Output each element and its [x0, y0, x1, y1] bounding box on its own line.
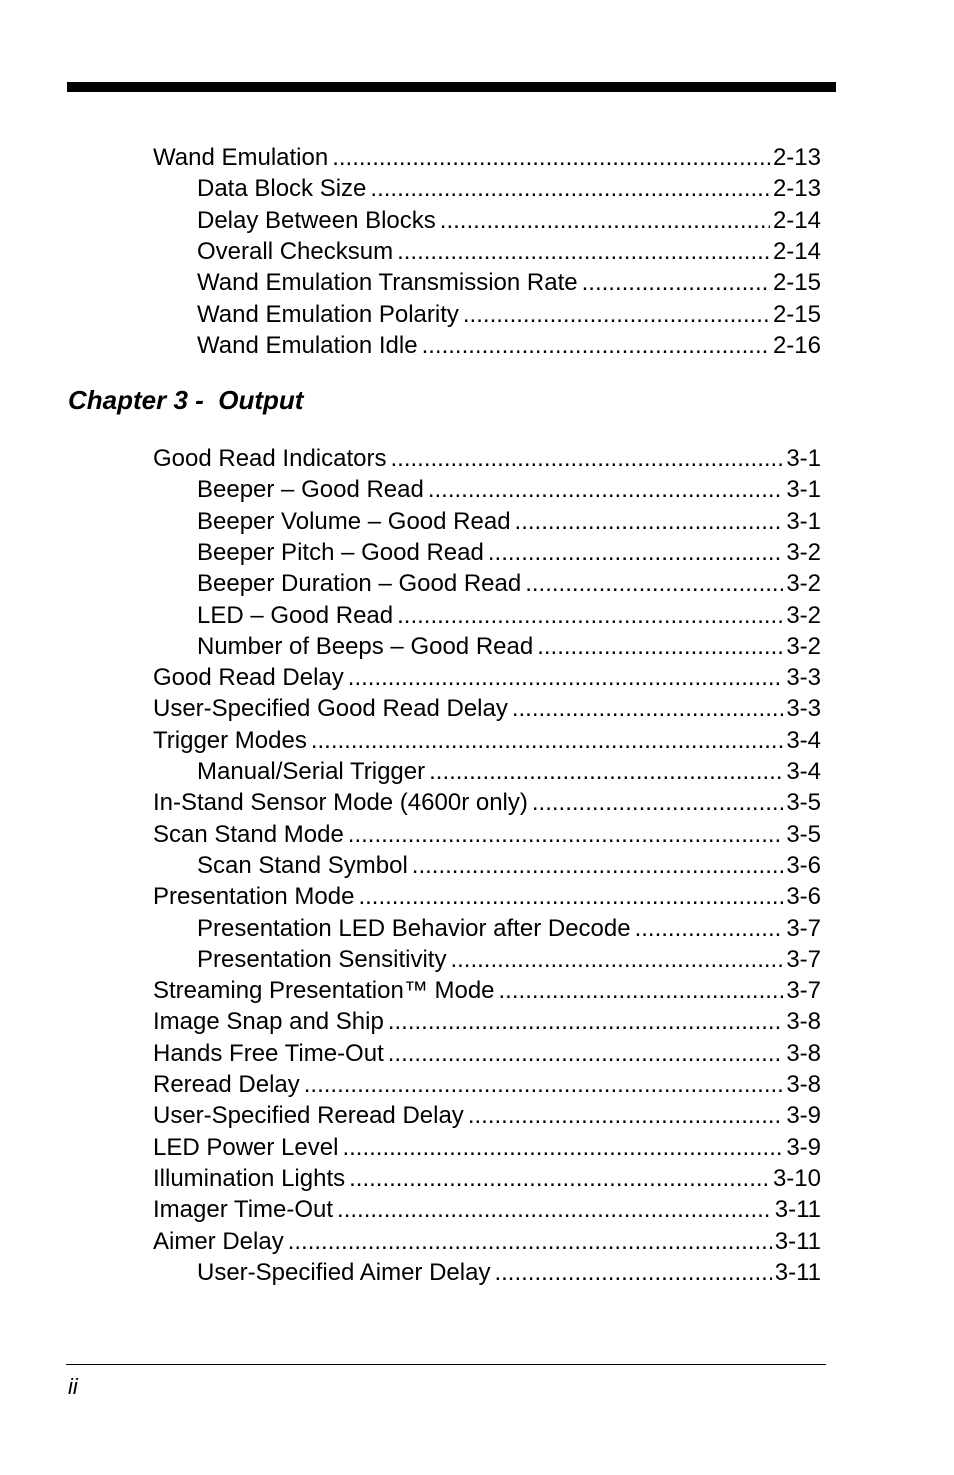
toc-entry-title: User-Specified Reread Delay: [153, 1102, 464, 1130]
dot-leader: [370, 173, 770, 204]
toc-entry-page: 3-9: [786, 1133, 821, 1161]
toc-entry-title: Scan Stand Symbol: [197, 851, 408, 879]
toc-entry-title: Reread Delay: [153, 1071, 300, 1098]
toc-entry-page: 3-3: [786, 695, 821, 723]
dot-leader: [499, 975, 784, 1006]
toc-entry[interactable]: [197, 236, 821, 267]
dot-leader: [537, 631, 783, 662]
toc-entry-title: Scan Stand Mode: [153, 820, 344, 848]
toc-entry-page: 3-9: [786, 1102, 821, 1130]
toc-entry-page: 3-1: [786, 507, 821, 535]
toc-entry-title: Hands Free Time-Out: [153, 1039, 384, 1067]
footer-rule: [66, 1364, 826, 1365]
dot-leader: [332, 142, 770, 173]
toc-entry[interactable]: [197, 299, 821, 330]
toc-entry-title: Number of Beeps – Good Read: [197, 632, 534, 660]
toc-entry-title: Manual/Serial Trigger: [197, 758, 426, 785]
toc-entry[interactable]: [153, 1038, 821, 1069]
toc-entry-page: 2-15: [772, 300, 821, 328]
dot-leader: [428, 474, 783, 505]
dot-leader: [390, 443, 783, 474]
toc-entry-title: Wand Emulation: [153, 144, 329, 171]
toc-entry-title: Beeper Duration – Good Read: [197, 570, 522, 598]
dot-leader: [468, 1100, 784, 1131]
toc-entry-page: 3-11: [774, 1258, 821, 1286]
toc-entry[interactable]: [197, 205, 821, 236]
toc-entry-title: Wand Emulation Polarity: [197, 300, 459, 328]
toc-entry-title: Beeper Pitch – Good Read: [197, 538, 484, 566]
toc-entry[interactable]: [153, 142, 821, 173]
dot-leader: [440, 205, 770, 236]
dot-leader: [388, 1038, 784, 1069]
dot-leader: [337, 1194, 772, 1225]
dot-leader: [311, 725, 783, 756]
dot-leader: [397, 236, 770, 267]
toc-entry-title: Trigger Modes: [153, 726, 307, 754]
toc-entry[interactable]: [153, 819, 821, 850]
toc-entry[interactable]: [153, 1163, 821, 1194]
toc-entry-title: In-Stand Sensor Mode (4600r only): [153, 789, 528, 817]
toc-entry[interactable]: [153, 693, 821, 724]
toc-entry-title: Imager Time-Out: [153, 1196, 334, 1224]
toc-entry-title: Illumination Lights: [153, 1164, 346, 1192]
dot-leader: [488, 537, 783, 568]
dot-leader: [494, 1257, 771, 1288]
toc-entry-title: Streaming Presentation™ Mode: [153, 977, 495, 1005]
toc-entry-page: 2-14: [772, 206, 821, 234]
toc-entry-title: Good Read Delay: [153, 664, 344, 692]
toc-entry-page: 3-5: [786, 820, 821, 848]
toc-entry-page: 2-15: [772, 269, 821, 297]
toc-entry[interactable]: [153, 975, 821, 1006]
toc-entry[interactable]: [153, 443, 821, 474]
toc-entry-page: 3-1: [786, 476, 821, 504]
toc-entry-title: LED – Good Read: [197, 601, 394, 629]
toc-entry-title: Wand Emulation Idle: [197, 331, 418, 359]
toc-entry-title: Presentation LED Behavior after Decode: [197, 914, 631, 942]
dot-leader: [388, 1006, 783, 1037]
dot-leader: [635, 913, 784, 944]
toc-entry-page: 3-8: [786, 1071, 821, 1098]
dot-leader: [532, 787, 783, 818]
toc-entry-page: 3-7: [786, 945, 821, 973]
toc-entry-title: Data Block Size: [197, 175, 367, 203]
dot-leader: [429, 756, 783, 787]
dot-leader: [349, 1163, 770, 1194]
toc-entry-title: Image Snap and Ship: [153, 1008, 384, 1036]
toc-entry-page: 3-6: [786, 851, 821, 879]
toc-entry[interactable]: [197, 600, 821, 631]
toc-entry-page: 3-4: [786, 758, 821, 785]
toc-entry[interactable]: [153, 1132, 821, 1163]
toc-entry[interactable]: [197, 1257, 821, 1288]
toc-entry-title: Beeper – Good Read: [197, 476, 424, 504]
toc-entry-page: 2-13: [772, 144, 821, 171]
toc-entry-title: LED Power Level: [153, 1133, 339, 1161]
toc-entry[interactable]: [197, 173, 821, 204]
dot-leader: [525, 568, 783, 599]
toc-entry[interactable]: [153, 881, 821, 912]
toc-entry[interactable]: [197, 944, 821, 975]
dot-leader: [515, 506, 784, 537]
toc-entry-page: 3-3: [786, 664, 821, 692]
toc-entry-page: 3-11: [774, 1227, 821, 1255]
dot-leader: [348, 819, 784, 850]
toc-entry[interactable]: [197, 537, 821, 568]
toc-entry-page: 3-11: [774, 1196, 821, 1224]
toc-entry-title: User-Specified Good Read Delay: [153, 695, 508, 723]
dot-leader: [358, 881, 783, 912]
dot-leader: [463, 299, 770, 330]
toc-entry-title: Overall Checksum: [197, 237, 394, 265]
toc-entry-page: 3-4: [786, 726, 821, 754]
toc-entry[interactable]: [153, 725, 821, 756]
toc-entry-page: 3-2: [786, 632, 821, 660]
toc-entry[interactable]: [153, 1069, 821, 1100]
toc-entry-page: 3-2: [786, 601, 821, 629]
toc-entry-page: 3-1: [786, 445, 821, 472]
toc-entry-page: 3-5: [786, 789, 821, 817]
toc-entry-title: Good Read Indicators: [153, 445, 387, 472]
toc-entry-title: Delay Between Blocks: [197, 206, 436, 234]
toc-entry[interactable]: [153, 662, 821, 693]
toc-entry[interactable]: [153, 1194, 821, 1225]
header-rule: [67, 82, 836, 92]
toc-entry[interactable]: [197, 330, 821, 361]
toc-entry[interactable]: [153, 1100, 821, 1131]
toc-entry-page: 3-8: [786, 1039, 821, 1067]
toc-entry[interactable]: [197, 506, 821, 537]
dot-leader: [450, 944, 783, 975]
toc-entry-page: 3-2: [786, 538, 821, 566]
toc-entry[interactable]: [197, 568, 821, 599]
toc-entry-page: 3-6: [786, 883, 821, 911]
dot-leader: [288, 1226, 772, 1257]
toc-entry[interactable]: [197, 267, 821, 298]
page-number: ii: [68, 1374, 78, 1399]
toc-entry-title: Presentation Sensitivity: [197, 945, 447, 973]
toc-entry-page: 2-16: [772, 331, 821, 359]
toc-entry-page: 3-8: [786, 1008, 821, 1036]
dot-leader: [304, 1069, 784, 1100]
toc-entry[interactable]: [153, 1006, 821, 1037]
dot-leader: [397, 600, 783, 631]
toc-entry-title: Beeper Volume – Good Read: [197, 507, 511, 535]
toc-entry-title: Presentation Mode: [153, 883, 355, 911]
toc-entry-page: 2-14: [772, 237, 821, 265]
toc-entry[interactable]: [197, 913, 821, 944]
dot-leader: [422, 330, 770, 361]
toc-entry[interactable]: [153, 787, 821, 818]
dot-leader: [582, 267, 770, 298]
dot-leader: [512, 693, 783, 724]
toc-entry-page: 3-10: [772, 1164, 821, 1192]
toc-entry-title: User-Specified Aimer Delay: [197, 1258, 491, 1286]
toc-entry-title: Wand Emulation Transmission Rate: [197, 269, 578, 297]
toc-entry-page: 3-7: [786, 914, 821, 942]
toc-entry-page: 2-13: [772, 175, 821, 203]
toc-entry-title: Aimer Delay: [153, 1227, 284, 1255]
toc-entry[interactable]: [197, 850, 821, 881]
toc-entry[interactable]: [197, 631, 821, 662]
dot-leader: [342, 1132, 783, 1163]
toc-entry[interactable]: [197, 756, 821, 787]
chapter-heading: Chapter 3 - Output: [68, 385, 304, 415]
toc-entry-page: 3-2: [786, 570, 821, 598]
dot-leader: [348, 662, 784, 693]
toc-entry[interactable]: [153, 1226, 821, 1257]
toc-entry[interactable]: [197, 474, 821, 505]
toc-entry-page: 3-7: [786, 977, 821, 1005]
dot-leader: [412, 850, 784, 881]
